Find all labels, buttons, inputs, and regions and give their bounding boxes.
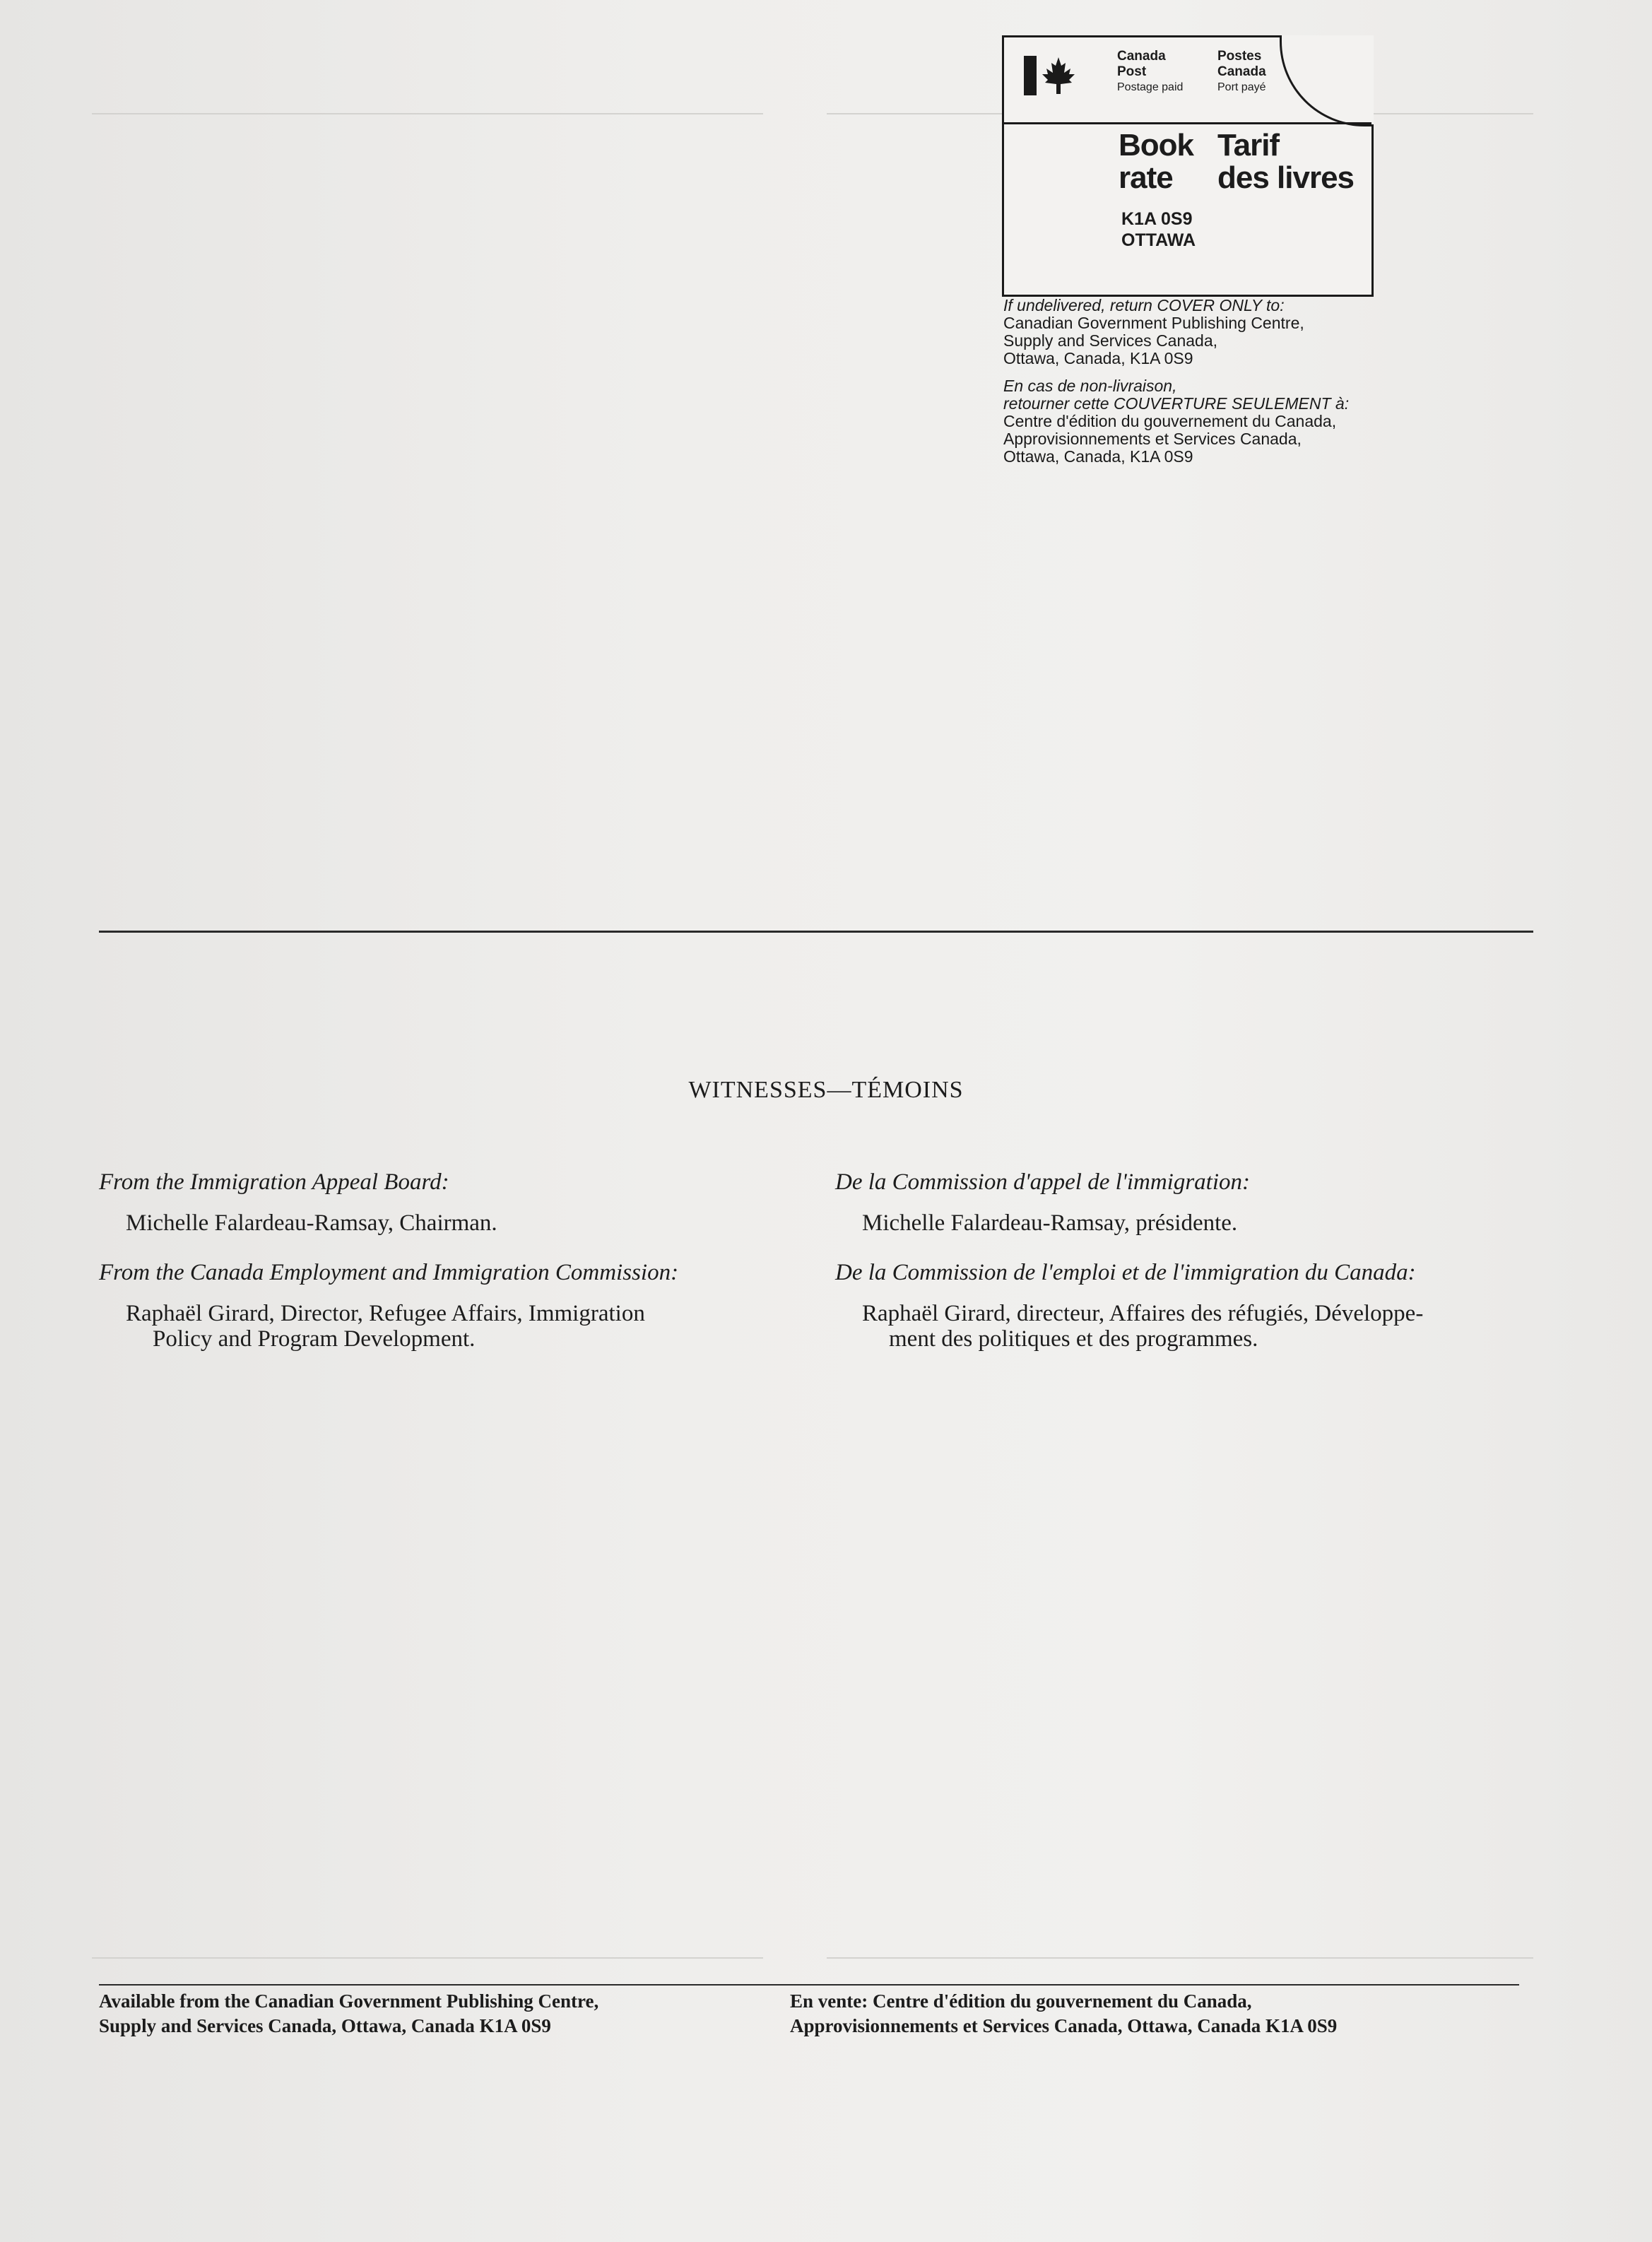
witness-entry: Michelle Falardeau-Ramsay, présidente. xyxy=(862,1210,1238,1236)
return-notice-fr-line: Approvisionnements et Services Canada, xyxy=(1003,430,1302,448)
footer-rule xyxy=(99,1984,1519,1986)
witness-group-heading: From the Immigration Appeal Board: xyxy=(99,1169,449,1195)
postage-indicia xyxy=(1002,35,1374,297)
return-notice-en-line: Supply and Services Canada, xyxy=(1003,331,1218,350)
maple-leaf-flag-icon xyxy=(1024,53,1080,98)
witnesses-top-rule xyxy=(99,931,1533,933)
tarif-des-livres-label: Tarif des livres xyxy=(1217,128,1355,195)
witness-group-heading: De la Commission de l'emploi et de l'immigration du Canada: xyxy=(835,1260,1416,1285)
return-notice-en-line: If undelivered, return COVER ONLY to: xyxy=(1003,296,1285,314)
footer-availability-fr: En vente: Centre d'édition du gouvernement du Canada, Approvisionnements et Services Canada, Ottawa, Canada K1A 0S9 xyxy=(790,1990,1338,2036)
witness-entry: Raphaël Girard, directeur, Affaires des réfugiés, Développe- ment des politiques et des programmes. xyxy=(862,1301,1424,1352)
witness-entry: Michelle Falardeau-Ramsay, Chairman. xyxy=(126,1210,497,1236)
postes-canada-label: Postes Canada Port payé xyxy=(1217,49,1266,93)
return-notice-fr-line: En cas de non-livraison, xyxy=(1003,377,1177,395)
return-notice-fr-line: retourner cette COUVERTURE SEULEMENT à: xyxy=(1003,394,1350,413)
witness-entry: Raphaël Girard, Director, Refugee Affairs, Immigration Policy and Program Development. xyxy=(126,1301,645,1352)
witness-group-heading: De la Commission d'appel de l'immigration: xyxy=(835,1169,1251,1195)
return-notice xyxy=(1003,297,1456,466)
indicia-corner-curve xyxy=(1280,35,1374,126)
return-notice-en-line: Ottawa, Canada, K1A 0S9 xyxy=(1003,349,1193,367)
footer-availability-en: Available from the Canadian Government Publishing Centre, Supply and Services Canada, Ottawa, Canada K1A 0S9 xyxy=(99,1990,599,2036)
canada-post-label: Canada Post Postage paid xyxy=(1117,49,1184,93)
book-rate-label: Book rate xyxy=(1119,128,1193,195)
witnesses-english-column xyxy=(99,1169,820,1352)
indicia-address: K1A 0S9 OTTAWA xyxy=(1121,209,1196,250)
witness-group-heading: From the Canada Employment and Immigration Commission: xyxy=(99,1260,679,1285)
return-notice-fr-line: Ottawa, Canada, K1A 0S9 xyxy=(1003,447,1193,466)
return-notice-en-line: Canadian Government Publishing Centre, xyxy=(1003,314,1304,332)
indicia-divider xyxy=(1004,122,1371,124)
return-notice-fr-line: Centre d'édition du gouvernement du Canada, xyxy=(1003,412,1337,430)
witnesses-title: WITNESSES—TÉMOINS xyxy=(688,1077,964,1103)
witnesses-french-column xyxy=(835,1169,1542,1352)
